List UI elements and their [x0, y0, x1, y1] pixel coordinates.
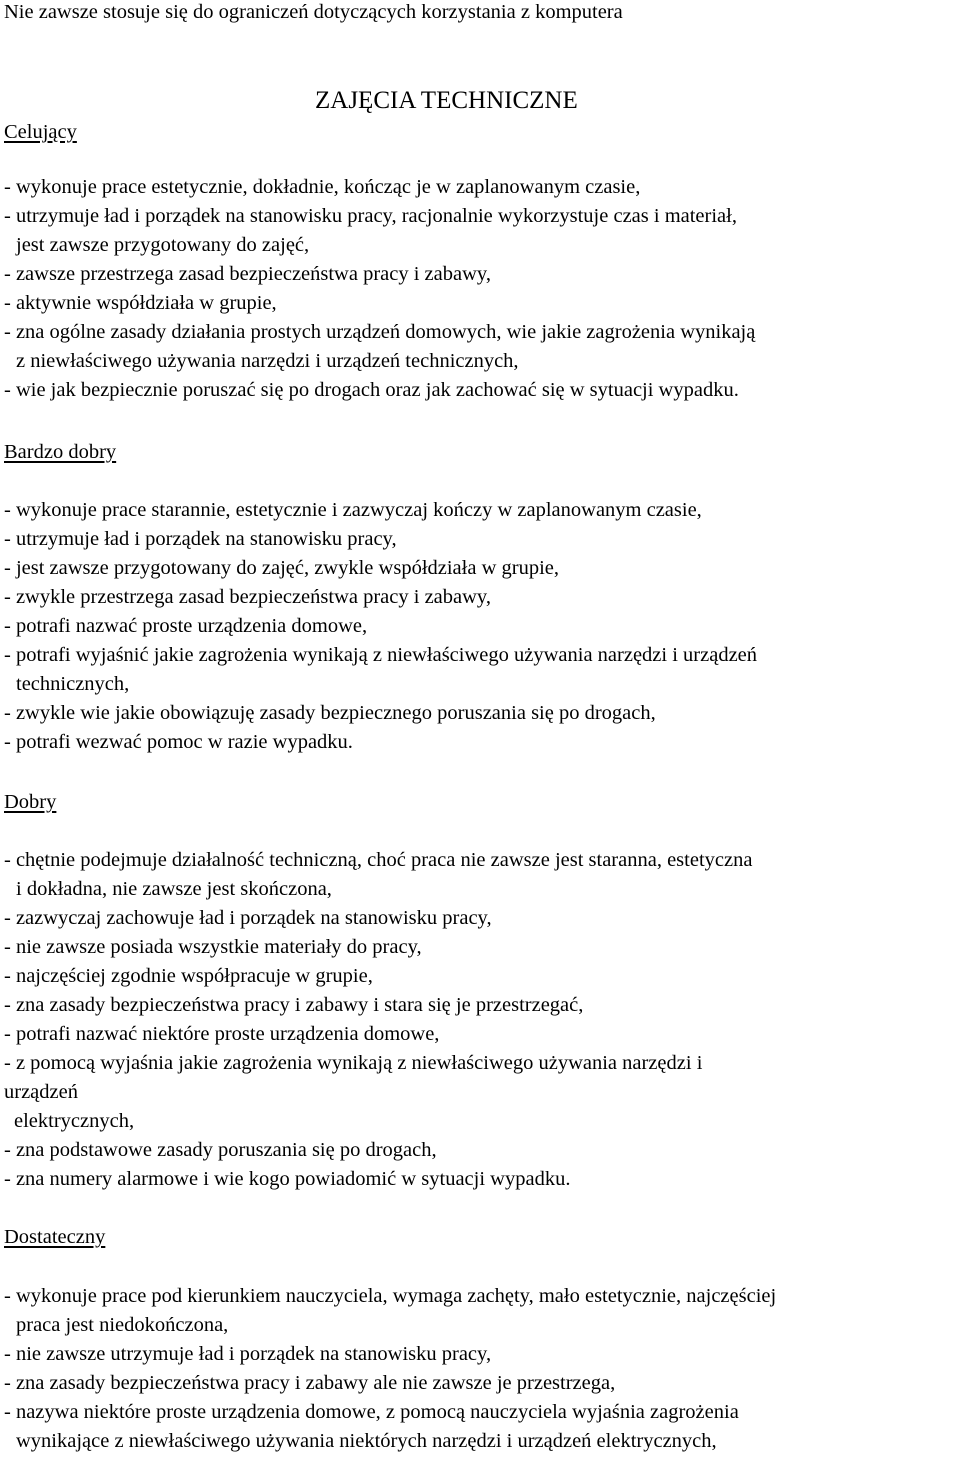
list-item: - zawsze przestrzega zasad bezpieczeństwa pracy i zabawy,	[4, 263, 491, 285]
list-item: elektrycznych,	[14, 1110, 135, 1132]
list-item: - potrafi wyjaśnić jakie zagrożenia wynikają z niewłaściwego używania narzędzi i urządzeń	[4, 644, 758, 666]
list-item: - zna numery alarmowe i wie kogo powiadomić w sytuacji wypadku.	[4, 1168, 571, 1190]
list-item: - chętnie podejmuje działalność techniczną, choć praca nie zawsze jest staranna, estetyczna	[4, 849, 753, 871]
list-item: - z pomocą wyjaśnia jakie zagrożenia wynikają z niewłaściwego używania narzędzi i	[4, 1052, 703, 1074]
list-item: - utrzymuje ład i porządek na stanowisku pracy, racjonalnie wykorzystuje czas i materiał,	[4, 205, 737, 227]
list-item: - wykonuje prace pod kierunkiem nauczyciela, wymaga zachęty, mało estetycznie, najczęściej	[4, 1285, 777, 1307]
list-item: praca jest niedokończona,	[16, 1314, 229, 1336]
list-item: - aktywnie współdziała w grupie,	[4, 292, 277, 314]
list-item: - zna podstawowe zasady poruszania się po drogach,	[4, 1139, 437, 1161]
list-item: - nazywa niektóre proste urządzenia domowe, z pomocą nauczyciela wyjaśnia zagrożenia	[4, 1401, 739, 1423]
list-item: - zazwyczaj zachowuje ład i porządek na stanowisku pracy,	[4, 907, 492, 929]
list-item: - zwykle wie jakie obowiązuję zasady bezpiecznego poruszania się po drogach,	[4, 702, 656, 724]
list-item: - wie jak bezpiecznie poruszać się po drogach oraz jak zachować się w sytuacji wypadku.	[4, 379, 739, 401]
list-item: - jest zawsze przygotowany do zajęć, zwykle współdziała w grupie,	[4, 557, 560, 579]
list-item: z niewłaściwego używania narzędzi i urządzeń technicznych,	[16, 350, 519, 372]
list-item: - potrafi nazwać niektóre proste urządzenia domowe,	[4, 1023, 440, 1045]
list-item: technicznych,	[16, 673, 130, 695]
list-item: - zna zasady bezpieczeństwa pracy i zabawy i stara się je przestrzegać,	[4, 994, 584, 1016]
section-heading-dobry: Dobry	[4, 791, 57, 813]
page-title: ZAJĘCIA TECHNICZNE	[315, 87, 578, 114]
list-item: - potrafi wezwać pomoc w razie wypadku.	[4, 731, 353, 753]
list-item: - wykonuje prace estetycznie, dokładnie, kończąc je w zaplanowanym czasie,	[4, 176, 641, 198]
list-item: - nie zawsze posiada wszystkie materiały do pracy,	[4, 936, 422, 958]
list-item: - nie zawsze utrzymuje ład i porządek na stanowisku pracy,	[4, 1343, 492, 1365]
list-item: jest zawsze przygotowany do zajęć,	[16, 234, 310, 256]
list-item: - wykonuje prace starannie, estetycznie i zazwyczaj kończy w zaplanowanym czasie,	[4, 499, 702, 521]
list-item: - zna zasady bezpieczeństwa pracy i zabawy ale nie zawsze je przestrzega,	[4, 1372, 616, 1394]
section-heading-dostateczny: Dostateczny	[4, 1226, 106, 1248]
top-note: Nie zawsze stosuje się do ograniczeń dotyczących korzystania z komputera	[4, 1, 623, 23]
section-heading-celujacy: Celujący	[4, 121, 77, 143]
list-item: wynikające z niewłaściwego używania niektórych narzędzi i urządzeń elektrycznych,	[16, 1430, 717, 1452]
list-item: - najczęściej zgodnie współpracuje w grupie,	[4, 965, 373, 987]
section-heading-bardzo-dobry: Bardzo dobry	[4, 441, 117, 463]
list-item: - zwykle przestrzega zasad bezpieczeństwa pracy i zabawy,	[4, 586, 491, 608]
list-item: urządzeń	[4, 1081, 78, 1103]
list-item: i dokładna, nie zawsze jest skończona,	[16, 878, 332, 900]
list-item: - zna ogólne zasady działania prostych urządzeń domowych, wie jakie zagrożenia wynikają	[4, 321, 756, 343]
list-item: - utrzymuje ład i porządek na stanowisku pracy,	[4, 528, 397, 550]
list-item: - potrafi nazwać proste urządzenia domowe,	[4, 615, 368, 637]
